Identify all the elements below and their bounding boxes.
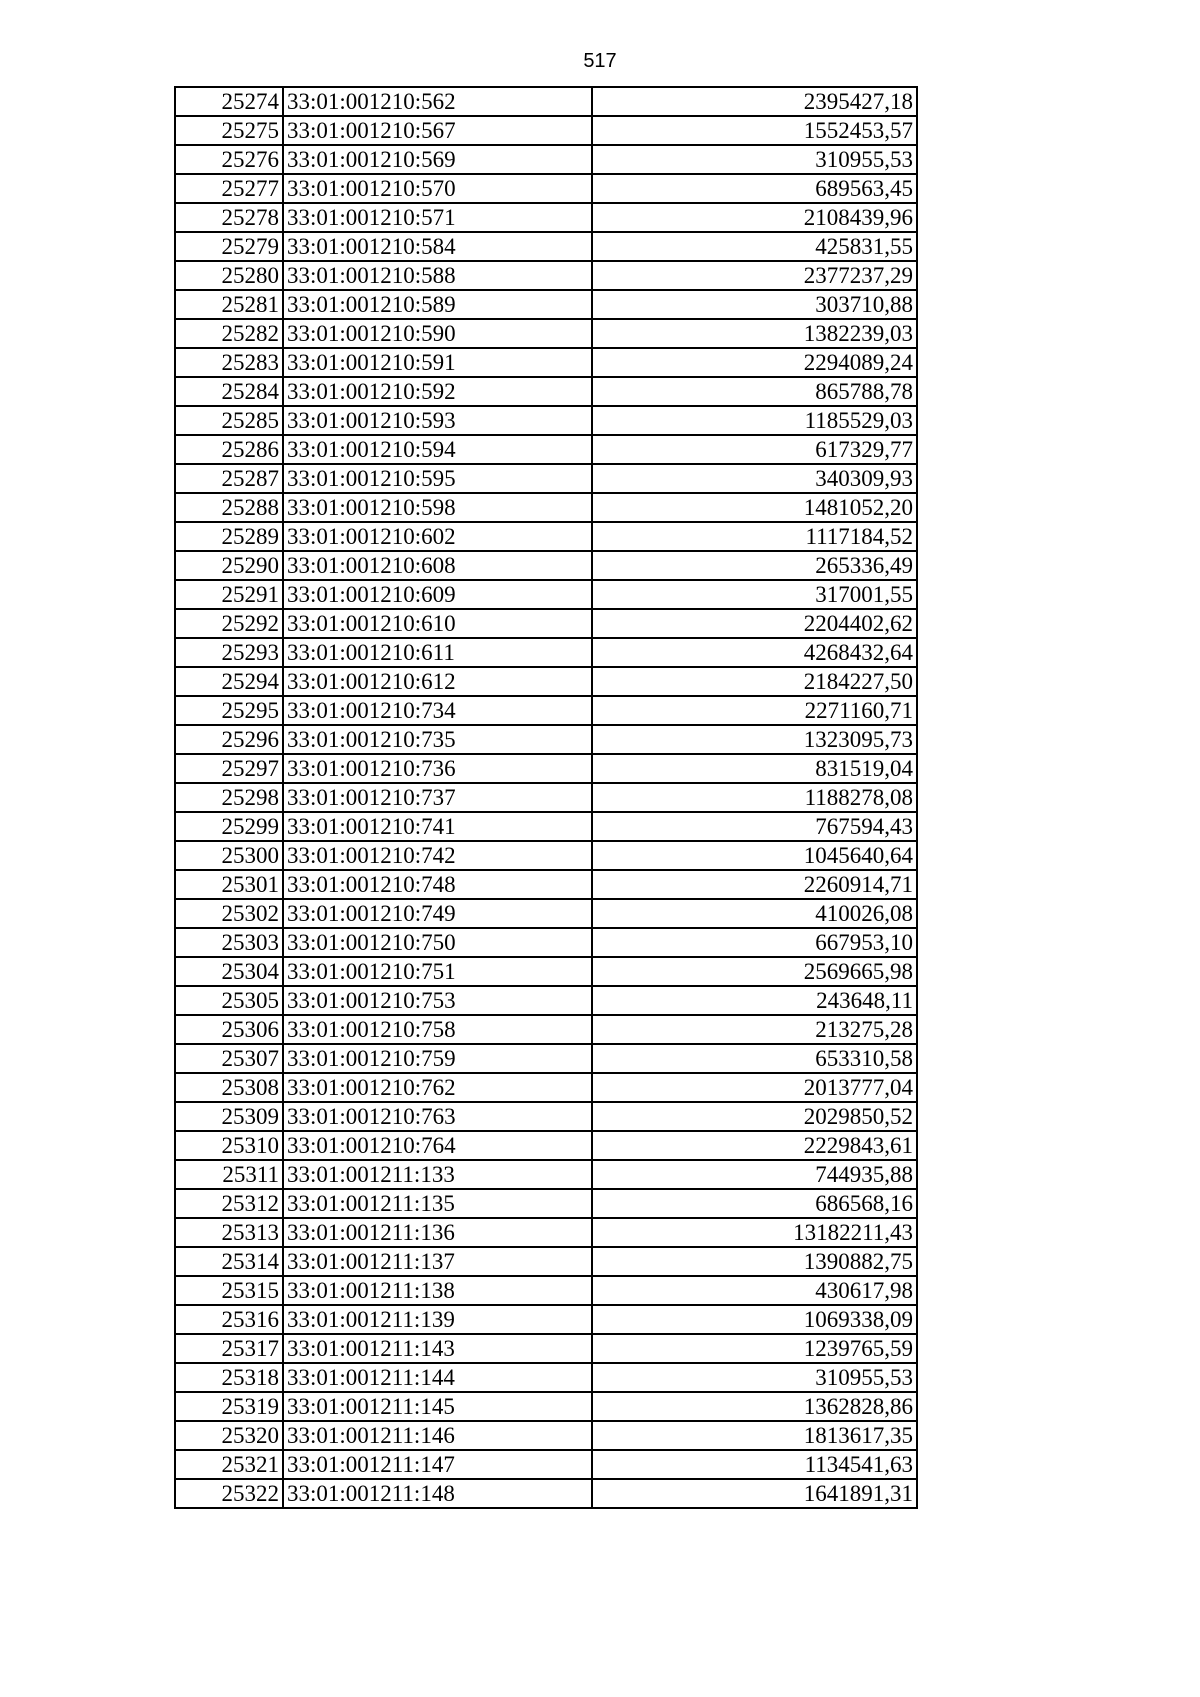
row-number-cell: 25300: [175, 841, 283, 870]
table-row: [175, 841, 917, 870]
cadastral-value-cell: 310955,53: [592, 145, 917, 174]
table-row: [175, 377, 917, 406]
row-number-cell: 25288: [175, 493, 283, 522]
row-number-cell: 25309: [175, 1102, 283, 1131]
cadastral-value-cell: 1069338,09: [592, 1305, 917, 1334]
row-number-cell: 25306: [175, 1015, 283, 1044]
table-row: [175, 1450, 917, 1479]
row-number-cell: 25290: [175, 551, 283, 580]
table-row: [175, 870, 917, 899]
cadastral-value-cell: 689563,45: [592, 174, 917, 203]
table-row: [175, 812, 917, 841]
table-row: [175, 406, 917, 435]
row-number-cell: 25286: [175, 435, 283, 464]
cadastral-number-cell: 33:01:001210:737: [283, 783, 592, 812]
row-number-cell: 25297: [175, 754, 283, 783]
cadastral-number-cell: 33:01:001210:588: [283, 261, 592, 290]
cadastral-number-cell: 33:01:001210:592: [283, 377, 592, 406]
row-number-cell: 25305: [175, 986, 283, 1015]
cadastral-value-cell: 430617,98: [592, 1276, 917, 1305]
table-row: [175, 957, 917, 986]
cadastral-number-cell: 33:01:001210:759: [283, 1044, 592, 1073]
cadastral-number-cell: 33:01:001210:736: [283, 754, 592, 783]
row-number-cell: 25313: [175, 1218, 283, 1247]
row-number-cell: 25285: [175, 406, 283, 435]
cadastral-value-cell: 340309,93: [592, 464, 917, 493]
cadastral-value-cell: 667953,10: [592, 928, 917, 957]
cadastral-number-cell: 33:01:001210:591: [283, 348, 592, 377]
cadastral-value-cell: 1362828,86: [592, 1392, 917, 1421]
row-number-cell: 25282: [175, 319, 283, 348]
cadastral-value-cell: 2204402,62: [592, 609, 917, 638]
cadastral-number-cell: 33:01:001210:753: [283, 986, 592, 1015]
row-number-cell: 25284: [175, 377, 283, 406]
row-number-cell: 25302: [175, 899, 283, 928]
cadastral-value-cell: 4268432,64: [592, 638, 917, 667]
table-row: [175, 1392, 917, 1421]
cadastral-value-cell: 1813617,35: [592, 1421, 917, 1450]
cadastral-number-cell: 33:01:001210:562: [283, 87, 592, 116]
row-number-cell: 25307: [175, 1044, 283, 1073]
cadastral-number-cell: 33:01:001211:146: [283, 1421, 592, 1450]
table-row: [175, 986, 917, 1015]
table-row: [175, 319, 917, 348]
table-row: [175, 87, 917, 116]
cadastral-value-cell: 243648,11: [592, 986, 917, 1015]
cadastral-number-cell: 33:01:001210:758: [283, 1015, 592, 1044]
table-row: [175, 203, 917, 232]
cadastral-value-cell: 865788,78: [592, 377, 917, 406]
cadastral-number-cell: 33:01:001210:611: [283, 638, 592, 667]
row-number-cell: 25280: [175, 261, 283, 290]
cadastral-number-cell: 33:01:001210:608: [283, 551, 592, 580]
row-number-cell: 25295: [175, 696, 283, 725]
cadastral-number-cell: 33:01:001210:751: [283, 957, 592, 986]
row-number-cell: 25314: [175, 1247, 283, 1276]
table-row: [175, 551, 917, 580]
cadastral-number-cell: 33:01:001210:569: [283, 145, 592, 174]
row-number-cell: 25293: [175, 638, 283, 667]
row-number-cell: 25322: [175, 1479, 283, 1508]
table-row: [175, 1363, 917, 1392]
cadastral-number-cell: 33:01:001211:138: [283, 1276, 592, 1305]
table-row: [175, 754, 917, 783]
table-row: [175, 1015, 917, 1044]
table-row: [175, 145, 917, 174]
row-number-cell: 25315: [175, 1276, 283, 1305]
cadastral-number-cell: 33:01:001210:610: [283, 609, 592, 638]
cadastral-number-cell: 33:01:001210:571: [283, 203, 592, 232]
table-row: [175, 928, 917, 957]
row-number-cell: 25301: [175, 870, 283, 899]
row-number-cell: 25292: [175, 609, 283, 638]
table-row: [175, 580, 917, 609]
cadastral-value-table: [174, 86, 918, 1509]
row-number-cell: 25283: [175, 348, 283, 377]
cadastral-number-cell: 33:01:001211:144: [283, 1363, 592, 1392]
table-row: [175, 1044, 917, 1073]
cadastral-number-cell: 33:01:001210:570: [283, 174, 592, 203]
cadastral-number-cell: 33:01:001210:598: [283, 493, 592, 522]
cadastral-value-cell: 2395427,18: [592, 87, 917, 116]
table-row: [175, 348, 917, 377]
table-row: [175, 493, 917, 522]
cadastral-value-cell: 1390882,75: [592, 1247, 917, 1276]
table-row: [175, 232, 917, 261]
cadastral-value-cell: 213275,28: [592, 1015, 917, 1044]
table-row: [175, 725, 917, 754]
cadastral-value-cell: 1382239,03: [592, 319, 917, 348]
cadastral-number-cell: 33:01:001210:764: [283, 1131, 592, 1160]
cadastral-number-cell: 33:01:001211:139: [283, 1305, 592, 1334]
cadastral-value-cell: 425831,55: [592, 232, 917, 261]
cadastral-value-cell: 2294089,24: [592, 348, 917, 377]
row-number-cell: 25274: [175, 87, 283, 116]
row-number-cell: 25276: [175, 145, 283, 174]
row-number-cell: 25291: [175, 580, 283, 609]
row-number-cell: 25278: [175, 203, 283, 232]
page-number: 517: [583, 50, 617, 72]
table-row: [175, 696, 917, 725]
table-row: [175, 522, 917, 551]
cadastral-number-cell: 33:01:001210:750: [283, 928, 592, 957]
cadastral-number-cell: 33:01:001210:567: [283, 116, 592, 145]
cadastral-value-cell: 1552453,57: [592, 116, 917, 145]
row-number-cell: 25289: [175, 522, 283, 551]
table-row: [175, 1131, 917, 1160]
row-number-cell: 25316: [175, 1305, 283, 1334]
row-number-cell: 25308: [175, 1073, 283, 1102]
cadastral-value-cell: 13182211,43: [592, 1218, 917, 1247]
row-number-cell: 25287: [175, 464, 283, 493]
cadastral-value-cell: 653310,58: [592, 1044, 917, 1073]
table-row: [175, 1421, 917, 1450]
cadastral-number-cell: 33:01:001210:763: [283, 1102, 592, 1131]
cadastral-value-cell: 1481052,20: [592, 493, 917, 522]
cadastral-number-cell: 33:01:001210:749: [283, 899, 592, 928]
cadastral-value-cell: 317001,55: [592, 580, 917, 609]
cadastral-value-cell: 1045640,64: [592, 841, 917, 870]
row-number-cell: 25281: [175, 290, 283, 319]
cadastral-number-cell: 33:01:001210:602: [283, 522, 592, 551]
cadastral-number-cell: 33:01:001210:735: [283, 725, 592, 754]
cadastral-number-cell: 33:01:001210:594: [283, 435, 592, 464]
row-number-cell: 25303: [175, 928, 283, 957]
cadastral-number-cell: 33:01:001211:143: [283, 1334, 592, 1363]
row-number-cell: 25310: [175, 1131, 283, 1160]
cadastral-number-cell: 33:01:001210:734: [283, 696, 592, 725]
cadastral-value-cell: 2229843,61: [592, 1131, 917, 1160]
row-number-cell: 25294: [175, 667, 283, 696]
table-row: [175, 174, 917, 203]
cadastral-value-cell: 686568,16: [592, 1189, 917, 1218]
cadastral-value-cell: 2271160,71: [592, 696, 917, 725]
cadastral-value-cell: 1185529,03: [592, 406, 917, 435]
table-row: [175, 609, 917, 638]
table-row: [175, 1102, 917, 1131]
row-number-cell: 25279: [175, 232, 283, 261]
cadastral-number-cell: 33:01:001211:136: [283, 1218, 592, 1247]
cadastral-number-cell: 33:01:001211:145: [283, 1392, 592, 1421]
cadastral-value-cell: 265336,49: [592, 551, 917, 580]
cadastral-value-cell: 310955,53: [592, 1363, 917, 1392]
cadastral-value-cell: 831519,04: [592, 754, 917, 783]
cadastral-value-cell: 1239765,59: [592, 1334, 917, 1363]
table-row: [175, 1276, 917, 1305]
cadastral-value-cell: 1641891,31: [592, 1479, 917, 1508]
cadastral-number-cell: 33:01:001210:595: [283, 464, 592, 493]
cadastral-number-cell: 33:01:001210:584: [283, 232, 592, 261]
cadastral-value-cell: 2569665,98: [592, 957, 917, 986]
cadastral-number-cell: 33:01:001210:748: [283, 870, 592, 899]
cadastral-number-cell: 33:01:001210:589: [283, 290, 592, 319]
table-row: [175, 667, 917, 696]
cadastral-value-cell: 2108439,96: [592, 203, 917, 232]
cadastral-value-cell: 2029850,52: [592, 1102, 917, 1131]
row-number-cell: 25296: [175, 725, 283, 754]
row-number-cell: 25298: [175, 783, 283, 812]
row-number-cell: 25317: [175, 1334, 283, 1363]
table-row: [175, 261, 917, 290]
table-row: [175, 290, 917, 319]
cadastral-number-cell: 33:01:001211:147: [283, 1450, 592, 1479]
cadastral-number-cell: 33:01:001210:762: [283, 1073, 592, 1102]
table-row: [175, 1073, 917, 1102]
cadastral-number-cell: 33:01:001211:137: [283, 1247, 592, 1276]
cadastral-number-cell: 33:01:001211:148: [283, 1479, 592, 1508]
cadastral-value-cell: 1188278,08: [592, 783, 917, 812]
cadastral-value-cell: 744935,88: [592, 1160, 917, 1189]
cadastral-value-cell: 2377237,29: [592, 261, 917, 290]
table-body: [175, 87, 917, 1508]
table-row: [175, 464, 917, 493]
table-row: [175, 899, 917, 928]
cadastral-number-cell: 33:01:001210:612: [283, 667, 592, 696]
table-row: [175, 116, 917, 145]
cadastral-number-cell: 33:01:001210:741: [283, 812, 592, 841]
cadastral-number-cell: 33:01:001211:133: [283, 1160, 592, 1189]
table-row: [175, 1334, 917, 1363]
row-number-cell: 25275: [175, 116, 283, 145]
cadastral-value-cell: 2260914,71: [592, 870, 917, 899]
row-number-cell: 25311: [175, 1160, 283, 1189]
cadastral-value-cell: 1134541,63: [592, 1450, 917, 1479]
cadastral-value-cell: 2184227,50: [592, 667, 917, 696]
row-number-cell: 25312: [175, 1189, 283, 1218]
cadastral-value-cell: 303710,88: [592, 290, 917, 319]
table-row: [175, 435, 917, 464]
row-number-cell: 25277: [175, 174, 283, 203]
table-row: [175, 1160, 917, 1189]
cadastral-value-cell: 410026,08: [592, 899, 917, 928]
table-row: [175, 638, 917, 667]
cadastral-value-cell: 2013777,04: [592, 1073, 917, 1102]
row-number-cell: 25319: [175, 1392, 283, 1421]
cadastral-value-cell: 1323095,73: [592, 725, 917, 754]
row-number-cell: 25304: [175, 957, 283, 986]
cadastral-number-cell: 33:01:001210:742: [283, 841, 592, 870]
row-number-cell: 25321: [175, 1450, 283, 1479]
cadastral-number-cell: 33:01:001210:593: [283, 406, 592, 435]
table-row: [175, 1189, 917, 1218]
cadastral-number-cell: 33:01:001210:609: [283, 580, 592, 609]
table-row: [175, 1479, 917, 1508]
cadastral-value-cell: 617329,77: [592, 435, 917, 464]
table-row: [175, 1218, 917, 1247]
row-number-cell: 25320: [175, 1421, 283, 1450]
cadastral-value-cell: 1117184,52: [592, 522, 917, 551]
row-number-cell: 25299: [175, 812, 283, 841]
table-row: [175, 1247, 917, 1276]
table-row: [175, 1305, 917, 1334]
table-row: [175, 783, 917, 812]
cadastral-number-cell: 33:01:001210:590: [283, 319, 592, 348]
cadastral-value-cell: 767594,43: [592, 812, 917, 841]
row-number-cell: 25318: [175, 1363, 283, 1392]
cadastral-number-cell: 33:01:001211:135: [283, 1189, 592, 1218]
